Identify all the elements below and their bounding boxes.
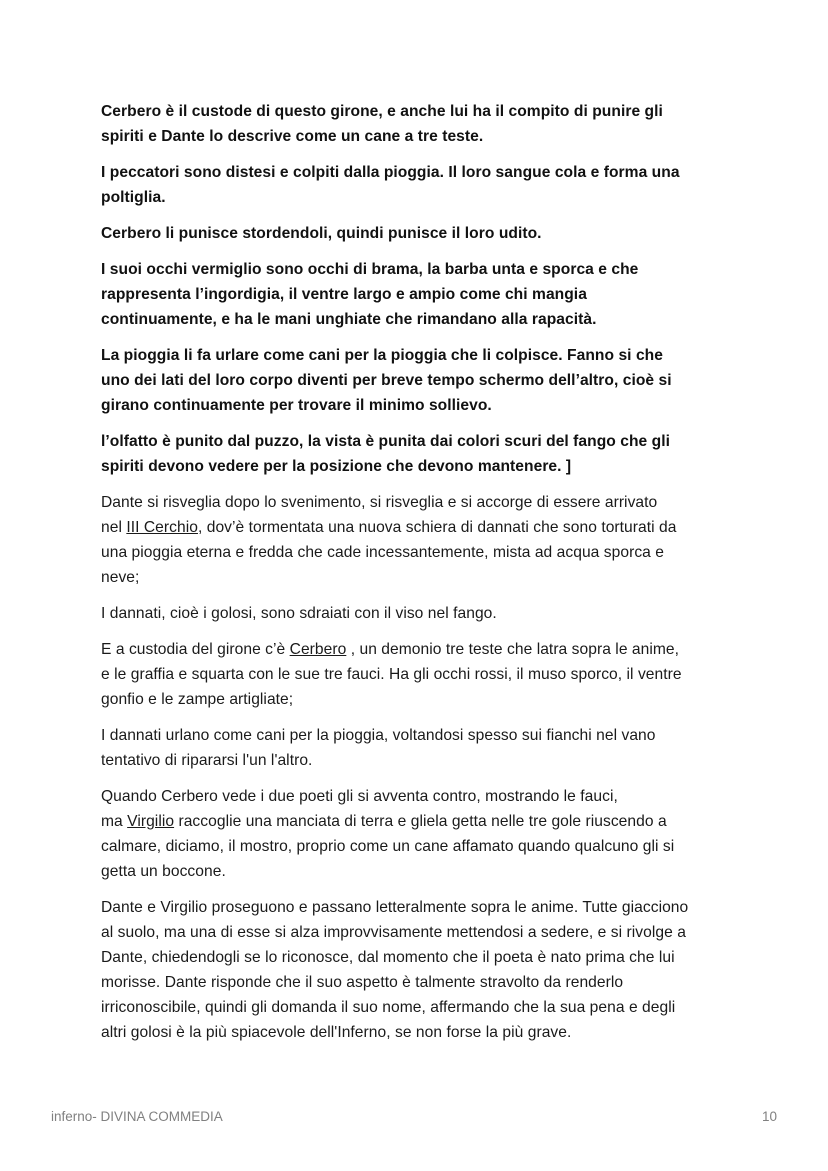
text-line: neve; [101,569,140,586]
text-line: continuamente, e ha le mani unghiate che rimandano alla rapacità. [101,311,597,328]
text-line [101,637,741,662]
text-segment: , un demonio tre teste che latra sopra le anime, [346,641,680,658]
text-line: morisse. Dante risponde che il suo aspetto è talmente stravolto da renderlo [101,974,624,991]
text-line: Quando Cerbero vede i due poeti gli si avventa contro, mostrando le fauci, [101,788,618,805]
text-line: altri golosi è la più spiacevole dell'Inferno, se non forse la più grave. [101,1024,572,1041]
text-line: spiriti e Dante lo descrive come un cane a tre teste. [101,128,484,145]
text-segment: , dov’è tormentata una nuova schiera di dannati che sono torturati da [197,519,677,536]
paragraph-virgilio [101,784,741,884]
text-line: Cerbero li punisce stordendoli, quindi punisce il loro udito. [101,225,542,242]
text-line: Dante, chiedendogli se lo riconosce, dal momento che il poeta è nato prima che lui [101,949,675,966]
paragraph-golosi [101,601,741,626]
paragraph-pioggia [101,343,741,418]
text-line: Dante e Virgilio proseguono e passano letteralmente sopra le anime. Tutte giacciono [101,899,689,916]
text-line: tentativo di ripararsi l'un l'altro. [101,752,313,769]
text-segment: E a custodia del girone c’è [101,641,290,658]
text-line: calmare, diciamo, il mostro, proprio come un cane affamato quando qualcuno gli si [101,838,675,855]
page-body [101,99,741,1056]
text-line: getta un boccone. [101,863,226,880]
text-line: al suolo, ma una di esse si alza improvvisamente mettendosi a sedere, e si rivolge a [101,924,686,941]
link-iii-cerchio[interactable]: III Cerchio [126,519,198,536]
text-line: Dante si risveglia dopo lo svenimento, si risveglia e si accorge di essere arrivato [101,494,658,511]
paragraph-proseguono [101,895,741,1045]
text-segment: ma [101,813,128,830]
paragraph-risveglio [101,490,741,590]
text-line: rappresenta l’ingordigia, il ventre largo e ampio come chi mangia [101,286,587,303]
footer-title: inferno- DIVINA COMMEDIA [51,1109,223,1124]
text-line: poltiglia. [101,189,166,206]
text-line: Cerbero è il custode di questo girone, e anche lui ha il compito di punire gli [101,103,663,120]
text-line: I suoi occhi vermiglio sono occhi di brama, la barba unta e sporca e che [101,261,639,278]
text-line: e le graffia e squarta con le sue tre fauci. Ha gli occhi rossi, il muso sporco, il ventre [101,666,682,683]
paragraph-occhi [101,257,741,332]
link-cerbero[interactable]: Cerbero [289,641,347,658]
text-line: spiriti devono vedere per la posizione che devono mantenere. ] [101,458,572,475]
paragraph-cerbero-custode [101,99,741,149]
text-line: uno dei lati del loro corpo diventi per breve tempo schermo dell’altro, cioè si [101,372,672,389]
paragraph-olfatto [101,429,741,479]
text-segment: raccoglie una manciata di terra e gliela getta nelle tre gole riuscendo a [174,813,667,830]
paragraph-custodia [101,637,741,712]
text-line: La pioggia li fa urlare come cani per la pioggia che li colpisce. Fanno si che [101,347,663,364]
paragraph-udito [101,221,741,246]
page-number: 10 [761,1109,777,1124]
paragraph-peccatori [101,160,741,210]
text-line: I dannati urlano come cani per la pioggia, voltandosi spesso sui fianchi nel vano [101,727,656,744]
text-line: girano continuamente per trovare il minimo sollievo. [101,397,492,414]
text-segment: nel [101,519,127,536]
link-virgilio[interactable]: Virgilio [127,813,175,830]
text-line: una pioggia eterna e fredda che cade incessantemente, mista ad acqua sporca e [101,544,664,561]
text-line [101,809,741,834]
text-line [101,515,741,540]
text-line: I peccatori sono distesi e colpiti dalla pioggia. Il loro sangue cola e forma una [101,164,680,181]
text-line: gonfio e le zampe artigliate; [101,691,294,708]
text-line: l’olfatto è punito dal puzzo, la vista è punita dai colori scuri del fango che gli [101,433,670,450]
text-line: irriconoscibile, quindi gli domanda il suo nome, affermando che la sua pena e degli [101,999,676,1016]
paragraph-urlano [101,723,741,773]
text-line: I dannati, cioè i golosi, sono sdraiati con il viso nel fango. [101,605,497,622]
